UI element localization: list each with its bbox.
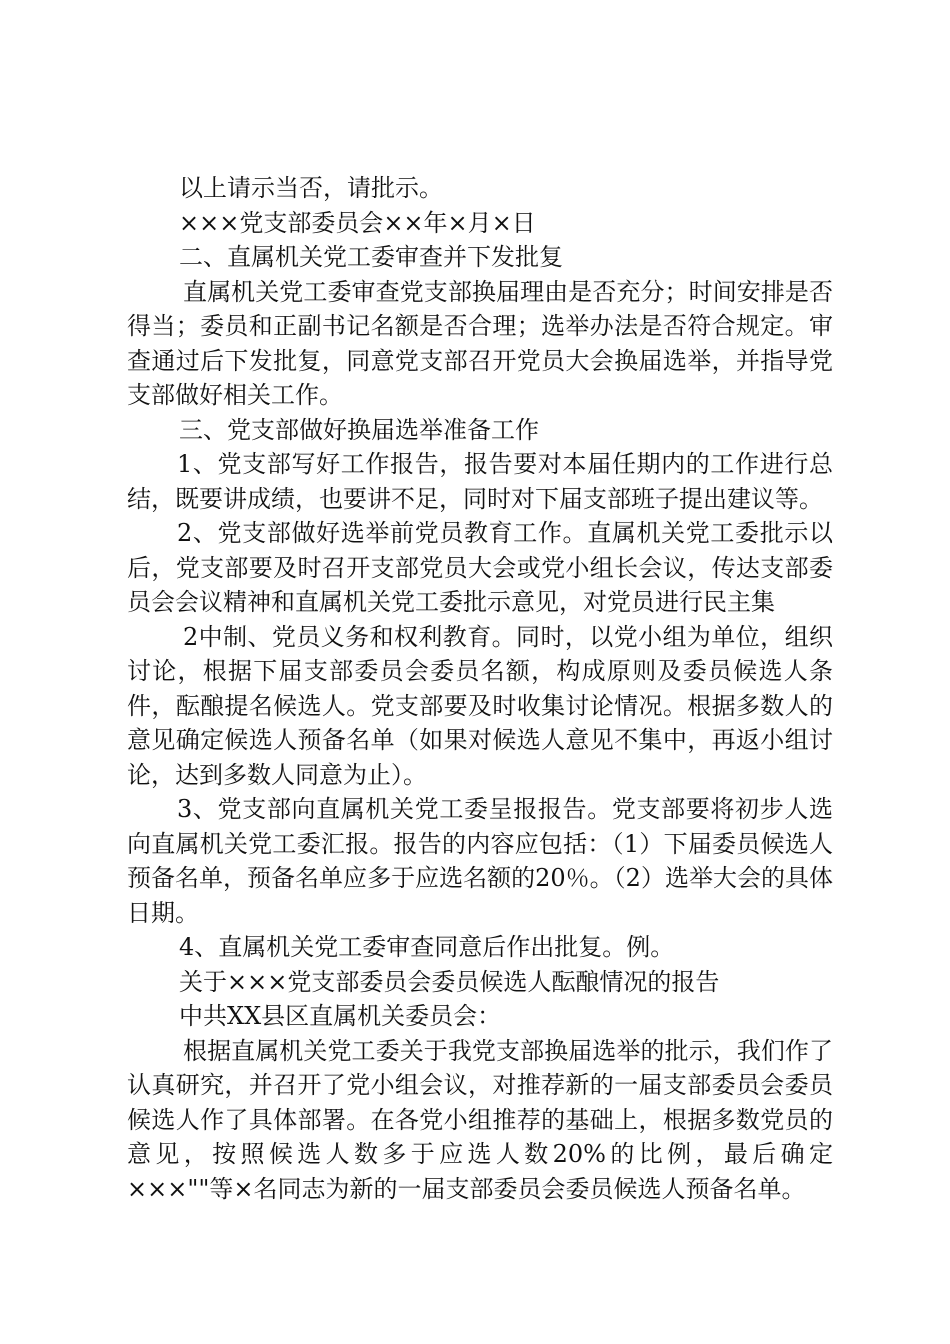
report-body: 根据直属机关党工委关于我党支部换届选举的批示，我们作了认真研究，并召开了党小组会议，对推荐新的一届支部委员会委员候选人作了具体部署。在各党小组推荐的基础上，根据多数党员的意见，按照候选人数多于应选人数20%的比例，最后确定×××""等×名同志为新的一届支部委员会委员候选人预备名单。	[127, 1036, 833, 1203]
paragraph-item-1: 1、党支部写好工作报告，报告要对本届任期内的工作进行总结，既要讲成绩，也要讲不足，同时对下届支部班子提出建议等。	[127, 450, 833, 513]
paragraph-item-2: 2、党支部做好选举前党员教育工作。直属机关党工委批示以后，党支部要及时召开支部党员大会或党小组长会议，传达支部委员会会议精神和直属机关党工委批示意见，对党员进行民主集	[127, 519, 833, 616]
section-heading-2: 二、直属机关党工委审查并下发批复	[179, 243, 563, 271]
report-title: 关于×××党支部委员会委员候选人酝酿情况的报告	[179, 967, 720, 996]
closing-request-line: 以上请示当否，请批示。	[179, 174, 443, 202]
paragraph-item-3: 3、党支部向直属机关党工委呈报报告。党支部要将初步人选向直属机关党工委汇报。报告的内容应包括：（1）下届委员候选人预备名单，预备名单应多于应选名额的20％。（2）选举大会的具体日期。	[127, 795, 833, 927]
paragraph-review: 直属机关党工委审查党支部换届理由是否充分；时间安排是否得当；委员和正副书记名额是否合理；选举办法是否符合规定。审查通过后下发批复，同意党支部召开党员大会换届选举，并指导党支部做好相关工作。	[127, 277, 833, 409]
signature-date-line: ×××党支部委员会××年×月×日	[179, 208, 536, 237]
section-heading-3: 三、党支部做好换届选举准备工作	[179, 415, 539, 444]
document-page	[127, 171, 833, 1206]
paragraph-item-2-continued: 2中制、党员义务和权利教育。同时，以党小组为单位，组织讨论，根据下届支部委员会委员名额，构成原则及委员候选人条件，酝酿提名候选人。党支部要及时收集讨论情况。根据多数人的意见确定候选人预备名单（如果对候选人意见不集中，再返小组讨论，达到多数人同意为止）。	[127, 622, 833, 789]
report-addressee: 中共XX县区直属机关委员会：	[179, 1002, 502, 1030]
paragraph-item-4: 4、直属机关党工委审查同意后作出批复。例。	[179, 933, 675, 961]
